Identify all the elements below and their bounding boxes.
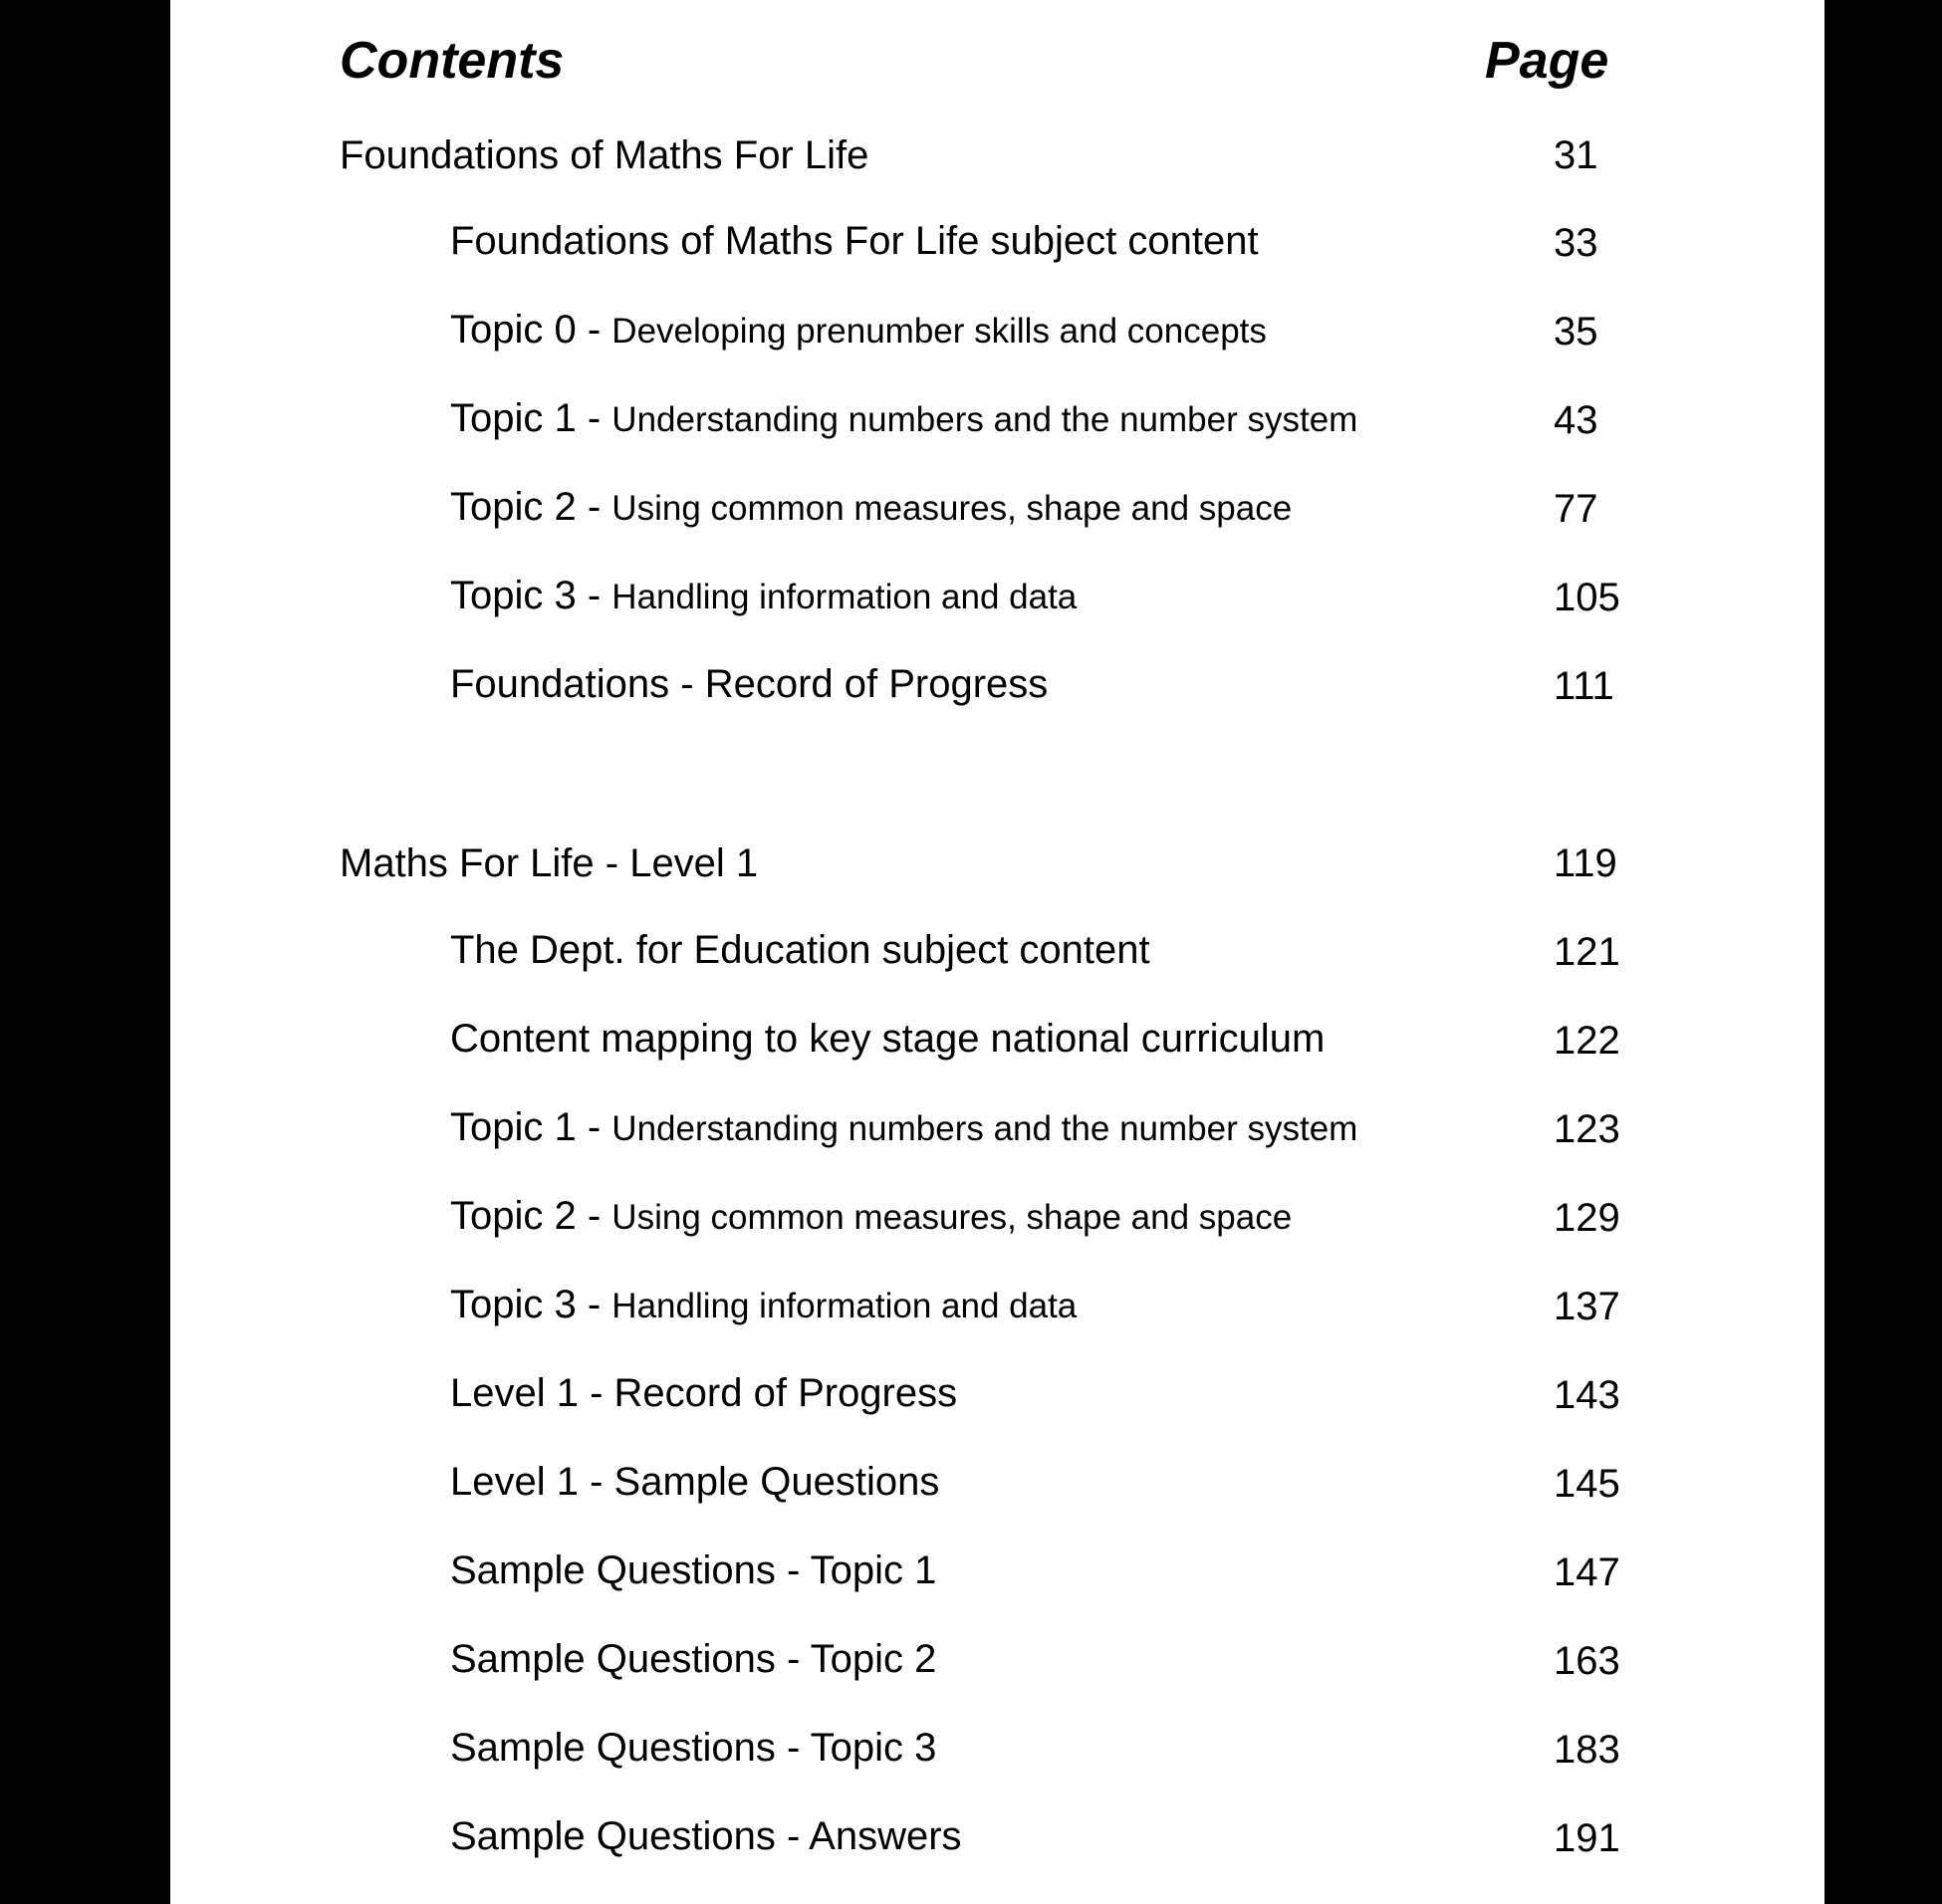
- toc-entry-row[interactable]: [170, 660, 1824, 720]
- toc-page-number: 121: [1554, 930, 1620, 974]
- toc-entry-title: Topic 1 - Understanding numbers and the number system: [450, 396, 1358, 440]
- toc-section-row[interactable]: [170, 129, 1824, 189]
- toc-page-number: 143: [1554, 1373, 1620, 1417]
- toc-entry-row[interactable]: [170, 217, 1824, 277]
- toc-entry-title: Topic 1 - Understanding numbers and the number system: [450, 1105, 1358, 1149]
- toc-page-number: 122: [1554, 1019, 1620, 1063]
- toc-entry-row[interactable]: [170, 1635, 1824, 1695]
- toc-entry-title: Topic 2 - Using common measures, shape and space: [450, 1194, 1293, 1238]
- toc-section-title: Foundations of Maths For Life: [340, 133, 869, 177]
- page-column-heading: Page: [1485, 32, 1609, 90]
- toc-page-number: 147: [1554, 1550, 1620, 1594]
- toc-entry-row[interactable]: [170, 306, 1824, 365]
- toc-page-number: 145: [1554, 1462, 1620, 1506]
- contents-page: [170, 0, 1824, 1904]
- contents-heading: Contents: [340, 32, 565, 90]
- toc-entry-title: The Dept. for Education subject content: [450, 928, 1150, 972]
- toc-page-number: 33: [1554, 221, 1598, 265]
- toc-entry-title: Sample Questions - Topic 2: [450, 1637, 937, 1681]
- toc-entry-title: Topic 0 - Developing prenumber skills and concepts: [450, 308, 1267, 352]
- toc-entry-title: Sample Questions - Topic 3: [450, 1726, 937, 1770]
- toc-entry-title: Sample Questions - Topic 1: [450, 1548, 937, 1592]
- toc-page-number: 129: [1554, 1196, 1620, 1240]
- toc-entry-row[interactable]: [170, 1724, 1824, 1784]
- toc-section-title: Maths For Life - Level 1: [340, 841, 759, 885]
- toc-entry-row[interactable]: [170, 483, 1824, 543]
- toc-entry-row[interactable]: [170, 1458, 1824, 1518]
- toc-entry-row[interactable]: [170, 394, 1824, 454]
- toc-entry-title: Foundations - Record of Progress: [450, 662, 1049, 706]
- toc-page-number: 191: [1554, 1816, 1620, 1860]
- toc-entry-title: Sample Questions - Answers: [450, 1814, 962, 1858]
- toc-page-number: 31: [1554, 133, 1598, 177]
- toc-entry-title: Level 1 - Sample Questions: [450, 1460, 940, 1504]
- toc-page-number: 183: [1554, 1728, 1620, 1772]
- toc-entry-title: Level 1 - Record of Progress: [450, 1371, 958, 1415]
- toc-entry-row[interactable]: [170, 1192, 1824, 1252]
- toc-page-number: 123: [1554, 1107, 1620, 1151]
- toc-entry-title: Foundations of Maths For Life subject content: [450, 219, 1259, 263]
- toc-entry-title: Topic 3 - Handling information and data: [450, 574, 1078, 617]
- toc-page-number: 163: [1554, 1639, 1620, 1683]
- toc-page-number: 111: [1554, 664, 1614, 708]
- toc-page-number: 43: [1554, 398, 1598, 442]
- toc-entry-row[interactable]: [170, 1812, 1824, 1872]
- toc-entry-row[interactable]: [170, 1281, 1824, 1340]
- toc-entry-title: Content mapping to key stage national curriculum: [450, 1017, 1326, 1061]
- toc-entry-row[interactable]: [170, 1547, 1824, 1606]
- toc-entry-title: Topic 3 - Handling information and data: [450, 1283, 1078, 1326]
- toc-page-number: 77: [1554, 487, 1598, 531]
- toc-entry-title: Topic 2 - Using common measures, shape and space: [450, 485, 1293, 529]
- toc-entry-row[interactable]: [170, 572, 1824, 631]
- toc-entry-row[interactable]: [170, 1015, 1824, 1074]
- toc-section-row[interactable]: [170, 837, 1824, 897]
- toc-page-number: 105: [1554, 576, 1620, 619]
- toc-entry-row[interactable]: [170, 1369, 1824, 1429]
- toc-page-number: 35: [1554, 310, 1598, 354]
- toc-entry-row[interactable]: [170, 1103, 1824, 1163]
- toc-entry-row[interactable]: [170, 926, 1824, 986]
- toc-page-number: 137: [1554, 1285, 1620, 1328]
- toc-page-number: 119: [1554, 841, 1617, 885]
